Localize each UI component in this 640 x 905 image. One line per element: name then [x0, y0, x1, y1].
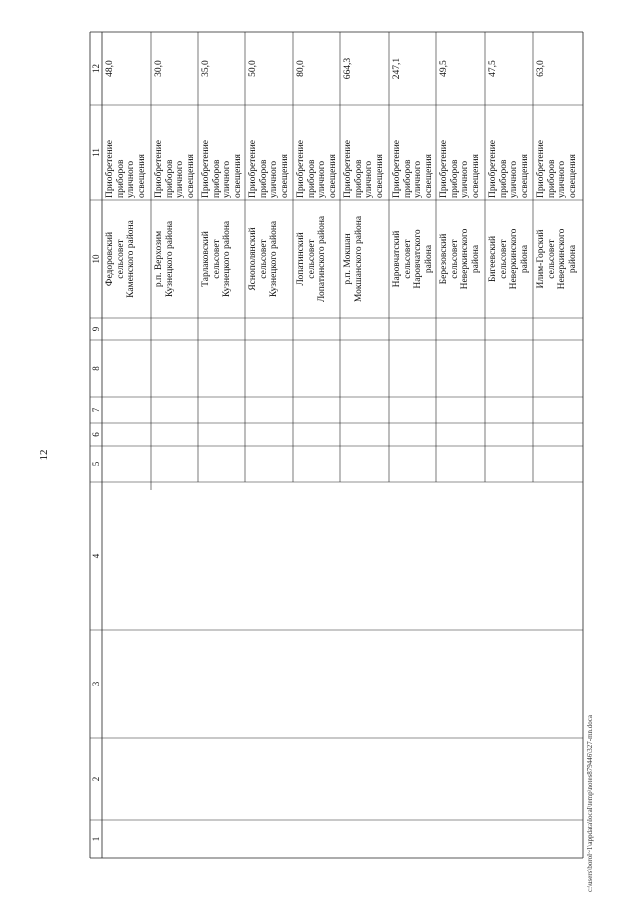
cell-municipality: Илим-Горский сельсовет Неверкинского района: [536, 228, 578, 290]
cell-purpose: Приобретение приборов уличного освещения: [201, 140, 243, 198]
column-number-7: 7: [91, 407, 101, 413]
cell-purpose: Приобретение приборов уличного освещения: [154, 140, 196, 198]
cell-purpose: Приобретение приборов уличного освещения: [488, 140, 530, 198]
cell-municipality: Яснополянский сельсовет Кузнецкого района: [248, 220, 279, 298]
page-number: 12: [38, 449, 50, 461]
cell-amount: 49,5: [439, 60, 449, 77]
column-number-4: 4: [91, 553, 101, 559]
cell-amount: 30,0: [154, 60, 164, 77]
cell-municipality: Федоровский сельсовет Каменского района: [105, 220, 136, 298]
column-number-9: 9: [91, 326, 101, 332]
column-number-5: 5: [91, 461, 101, 467]
column-number-10: 10: [91, 254, 101, 264]
column-number-11: 11: [91, 148, 101, 157]
cell-amount: 48,0: [105, 60, 115, 77]
cell-purpose: Приобретение приборов уличного освещения: [343, 140, 385, 198]
cell-purpose: Приобретение приборов уличного освещения: [536, 140, 578, 198]
cell-amount: 80,0: [296, 60, 306, 77]
cell-municipality: Наровчатский сельсовет Наровчатского района: [392, 229, 434, 289]
column-number-12: 12: [91, 64, 101, 73]
column-number-3: 3: [91, 681, 101, 687]
cell-municipality: Бигеевский сельсовет Неверкинского района: [488, 228, 530, 290]
column-number-2: 2: [91, 776, 101, 782]
column-number-8: 8: [91, 366, 101, 371]
cell-municipality: р.п. Мокшан Мокшанского района: [343, 215, 364, 303]
cell-municipality: Березовский сельсовет Неверкинского района: [439, 228, 481, 290]
column-number-6: 6: [91, 432, 101, 437]
cell-purpose: Приобретение приборов уличного освещения: [105, 140, 147, 198]
cell-municipality: р.п. Верхозим Кузнецкого района: [154, 220, 175, 298]
cell-municipality: Тарлаковский сельсовет Кузнецкого района: [201, 220, 232, 298]
cell-municipality: Лопатинский сельсовет Лопатинского района: [296, 215, 327, 303]
cell-amount: 47,5: [488, 60, 498, 77]
footer-file-path: c:\users\borol~1\appdata\local\temp\notes879446\327-mn.doca: [586, 715, 594, 892]
cell-purpose: Приобретение приборов уличного освещения: [248, 140, 290, 198]
cell-amount: 63,0: [536, 60, 546, 77]
cell-purpose: Приобретение приборов уличного освещения: [392, 140, 434, 198]
column-number-1: 1: [91, 836, 101, 842]
cell-amount: 664,3: [343, 57, 353, 80]
cell-amount: 247,1: [392, 57, 402, 80]
cell-amount: 50,0: [248, 60, 258, 77]
cell-purpose: Приобретение приборов уличного освещения: [439, 140, 481, 198]
cell-purpose: Приобретение приборов уличного освещения: [296, 140, 338, 198]
cell-amount: 35,0: [201, 60, 211, 77]
